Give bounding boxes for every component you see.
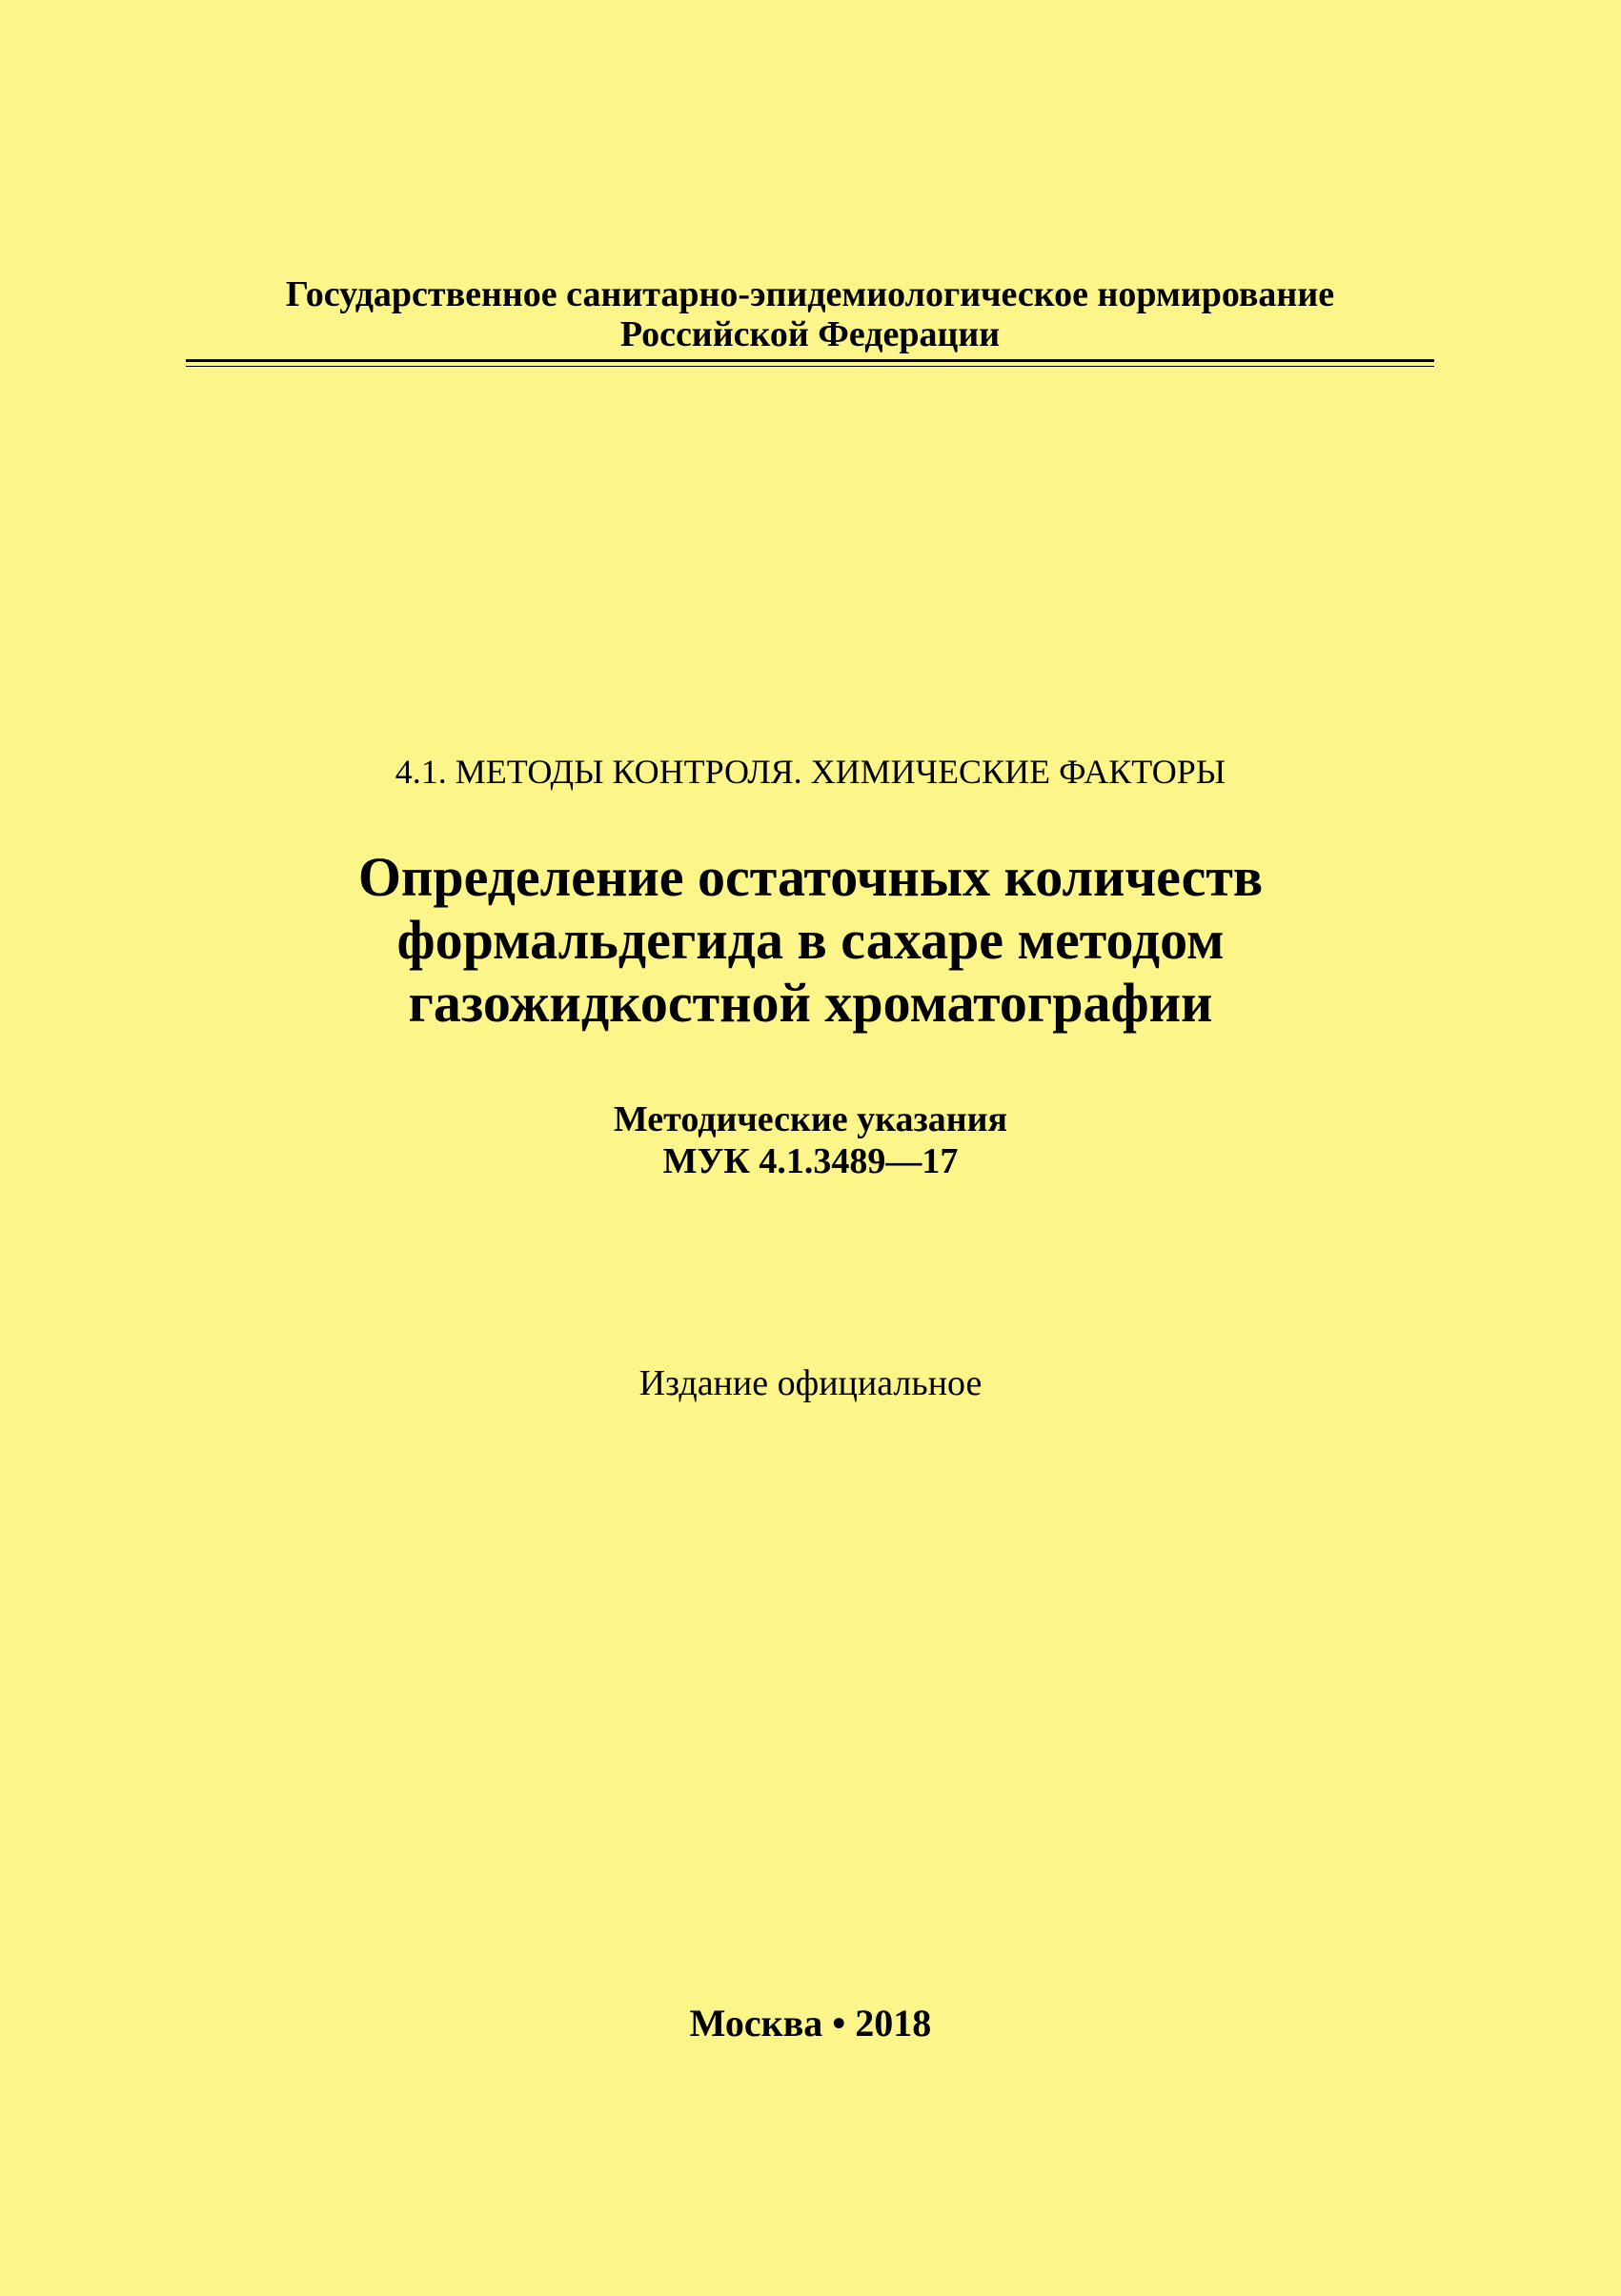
title-line-2: формальдегида в сахаре методом <box>396 909 1225 971</box>
edition-label: Издание официальное <box>638 1363 983 1403</box>
issuing-authority-header <box>186 274 1434 354</box>
document-title <box>0 846 1621 1035</box>
series-heading: 4.1. МЕТОДЫ КОНТРОЛЯ. ХИМИЧЕСКИЕ ФАКТОРЫ <box>395 753 1226 791</box>
header-line-1: Государственное санитарно-эпидемиологическое нормирование <box>285 274 1335 314</box>
title-line-3: газожидкостной хроматографии <box>408 972 1213 1034</box>
imprint-city-year: Москва • 2018 <box>689 2002 932 2044</box>
title-line-1: Определение остаточных количеств <box>357 846 1264 908</box>
document-code: МУК 4.1.3489—17 <box>662 1141 959 1181</box>
header-line-2: Российской Федерации <box>619 314 1001 354</box>
header-divider-thin <box>186 366 1434 367</box>
document-type <box>0 1098 1621 1182</box>
header-divider-thick <box>186 359 1434 362</box>
document-type-label: Методические указания <box>613 1099 1008 1139</box>
